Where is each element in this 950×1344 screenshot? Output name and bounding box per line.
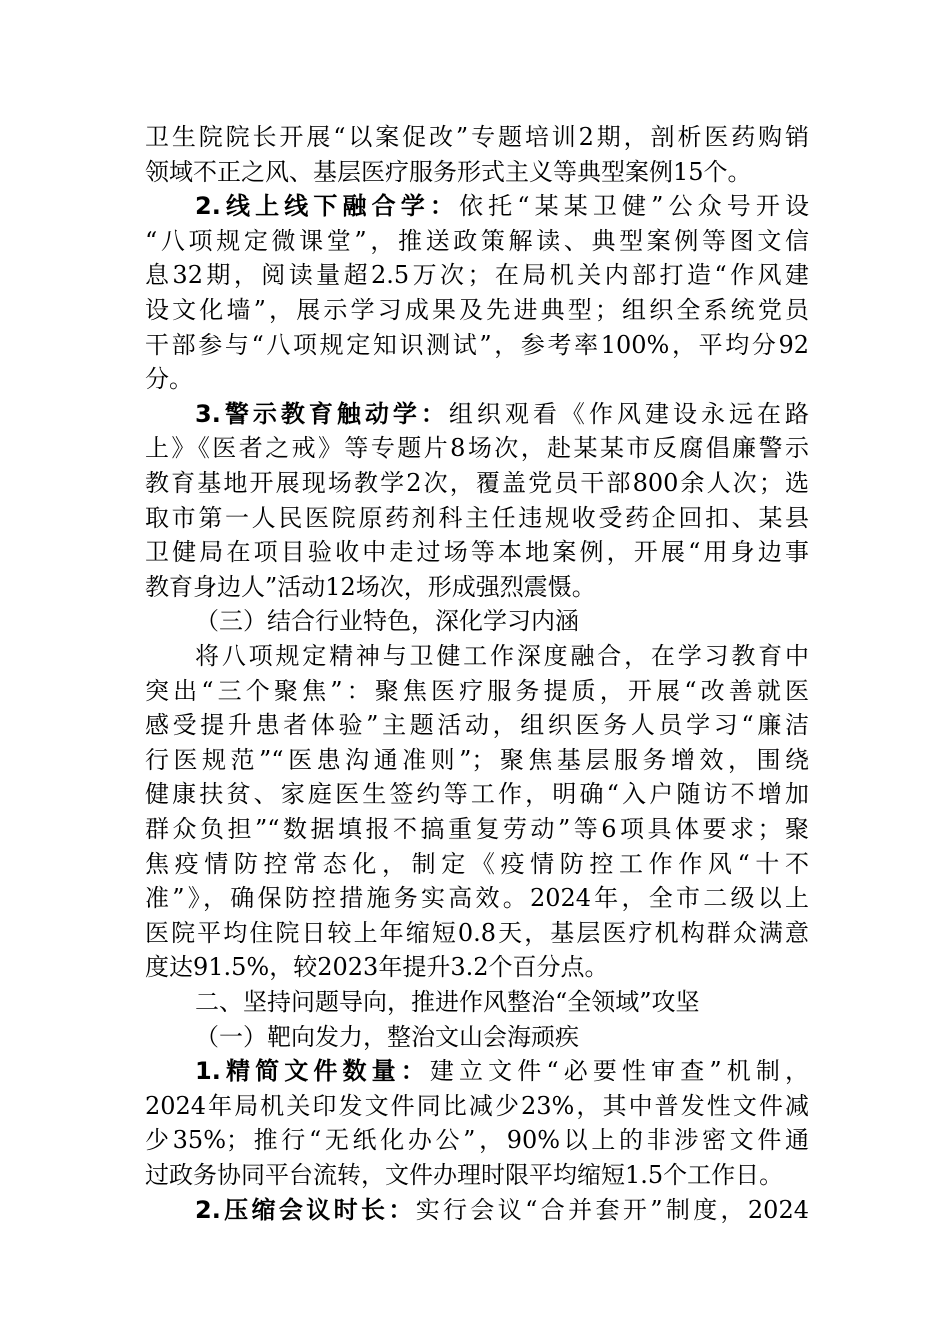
text-line bbox=[195, 985, 809, 1019]
text-line bbox=[145, 743, 809, 777]
line-text: 度达91.5%，较2023年提升3.2个百分点。 bbox=[145, 953, 609, 982]
text-line bbox=[145, 777, 809, 811]
text-line bbox=[145, 950, 809, 984]
text-line bbox=[145, 916, 809, 950]
line-text: （一）靶向发力，整治文山会海顽疾 bbox=[195, 1022, 579, 1051]
line-text: 医院平均住院日较上年缩短0.8天，基层医疗机构群众满意 bbox=[145, 918, 809, 947]
text-line bbox=[145, 328, 809, 362]
text-line bbox=[145, 570, 809, 604]
text-line bbox=[195, 397, 809, 431]
line-text: 干部参与“八项规定知识测试”，参考率100%，平均分92 bbox=[145, 330, 809, 359]
line-text: 2024年局机关印发文件同比减少23%，其中普发性文件减 bbox=[145, 1091, 809, 1120]
text-line bbox=[145, 258, 809, 292]
text-line bbox=[145, 535, 809, 569]
text-line bbox=[195, 604, 809, 638]
text-line bbox=[195, 1020, 809, 1054]
text-line bbox=[195, 189, 809, 223]
heading-label: 2.压缩会议时长： bbox=[195, 1195, 416, 1224]
line-text: 将八项规定精神与卫健工作深度融合，在学习教育中 bbox=[195, 642, 809, 670]
text-line bbox=[145, 362, 809, 396]
line-text: 二、坚持问题导向，推进作风整治“全领域”攻坚 bbox=[195, 988, 700, 1016]
text-line bbox=[145, 708, 809, 742]
line-text: 感受提升患者体验”主题活动，组织医务人员学习“廉洁 bbox=[145, 711, 809, 740]
text-line bbox=[145, 431, 809, 465]
line-text: “八项规定微课堂”，推送政策解读、典型案例等图文信 bbox=[145, 226, 809, 255]
text-line bbox=[145, 847, 809, 881]
text-line bbox=[145, 466, 809, 500]
line-text: 卫生院院长开展“以案促改”专题培训2期，剖析医药购销 bbox=[145, 123, 809, 151]
line-text: 分。 bbox=[145, 365, 193, 394]
line-text: 少35%；推行“无纸化办公”，90%以上的非涉密文件通 bbox=[145, 1126, 809, 1155]
text-line bbox=[145, 881, 809, 915]
line-text: 息32期，阅读量超2.5万次；在局机关内部打造“作风建 bbox=[145, 261, 809, 290]
text-line bbox=[145, 293, 809, 327]
text-line bbox=[145, 224, 809, 258]
text-line bbox=[145, 1158, 809, 1192]
line-text: 群众负担”“数据填报不搞重复劳动”等6项具体要求；聚 bbox=[145, 815, 809, 843]
text-line bbox=[145, 812, 809, 846]
line-text: 卫健局在项目验收中走过场等本地案例，开展“用身边事 bbox=[145, 538, 809, 567]
line-text: 建立文件“必要性审查”机制， bbox=[429, 1057, 809, 1086]
text-line bbox=[145, 120, 809, 154]
line-text: 焦疫情防控常态化，制定《疫情防控工作作风“十不 bbox=[145, 849, 809, 878]
line-text: 教育身边人”活动12场次，形成强烈震慑。 bbox=[145, 572, 596, 601]
line-text: 领域不正之风、基层医疗服务形式主义等典型案例15个。 bbox=[145, 157, 752, 186]
line-text: （三）结合行业特色，深化学习内涵 bbox=[195, 607, 579, 636]
line-text: 准”》，确保防控措施务实高效。2024年，全市二级以上 bbox=[145, 884, 809, 913]
text-line bbox=[145, 1089, 809, 1123]
line-text: 依托“某某卫健”公众号开设 bbox=[458, 192, 809, 221]
text-line bbox=[145, 501, 809, 535]
heading-label: 1.精简文件数量： bbox=[195, 1057, 430, 1086]
heading-label: 2.线上线下融合学： bbox=[195, 192, 459, 221]
text-line bbox=[195, 1054, 809, 1088]
line-text: 突出“三个聚焦”：聚焦医疗服务提质，开展“改善就医 bbox=[145, 676, 809, 705]
line-text: 行医规范”“医患沟通准则”；聚焦基层服务增效，围绕 bbox=[145, 745, 809, 774]
line-text: 健康扶贫、家庭医生签约等工作，明确“入户随访不增加 bbox=[145, 780, 809, 809]
line-text: 组织观看《作风建设永远在路 bbox=[448, 399, 809, 428]
line-text: 实行会议“合并套开”制度，2024 bbox=[415, 1195, 809, 1224]
text-line bbox=[195, 1193, 809, 1227]
line-text: 教育基地开展现场教学2次，覆盖党员干部800余人次；选 bbox=[145, 469, 809, 497]
line-text: 设文化墙”，展示学习成果及先进典型；组织全系统党员 bbox=[145, 296, 809, 324]
line-text: 过政务协同平台流转，文件办理时限平均缩短1.5个工作日。 bbox=[145, 1161, 784, 1189]
line-text: 上》《医者之戒》等专题片8场次，赴某某市反腐倡廉警示 bbox=[145, 434, 809, 463]
text-line bbox=[145, 1123, 809, 1157]
text-line bbox=[145, 674, 809, 708]
text-line bbox=[145, 155, 809, 189]
heading-label: 3.警示教育触动学： bbox=[195, 399, 449, 428]
line-text: 取市第一人民医院原药剂科主任违规收受药企回扣、某县 bbox=[145, 503, 809, 532]
text-line bbox=[195, 639, 809, 673]
